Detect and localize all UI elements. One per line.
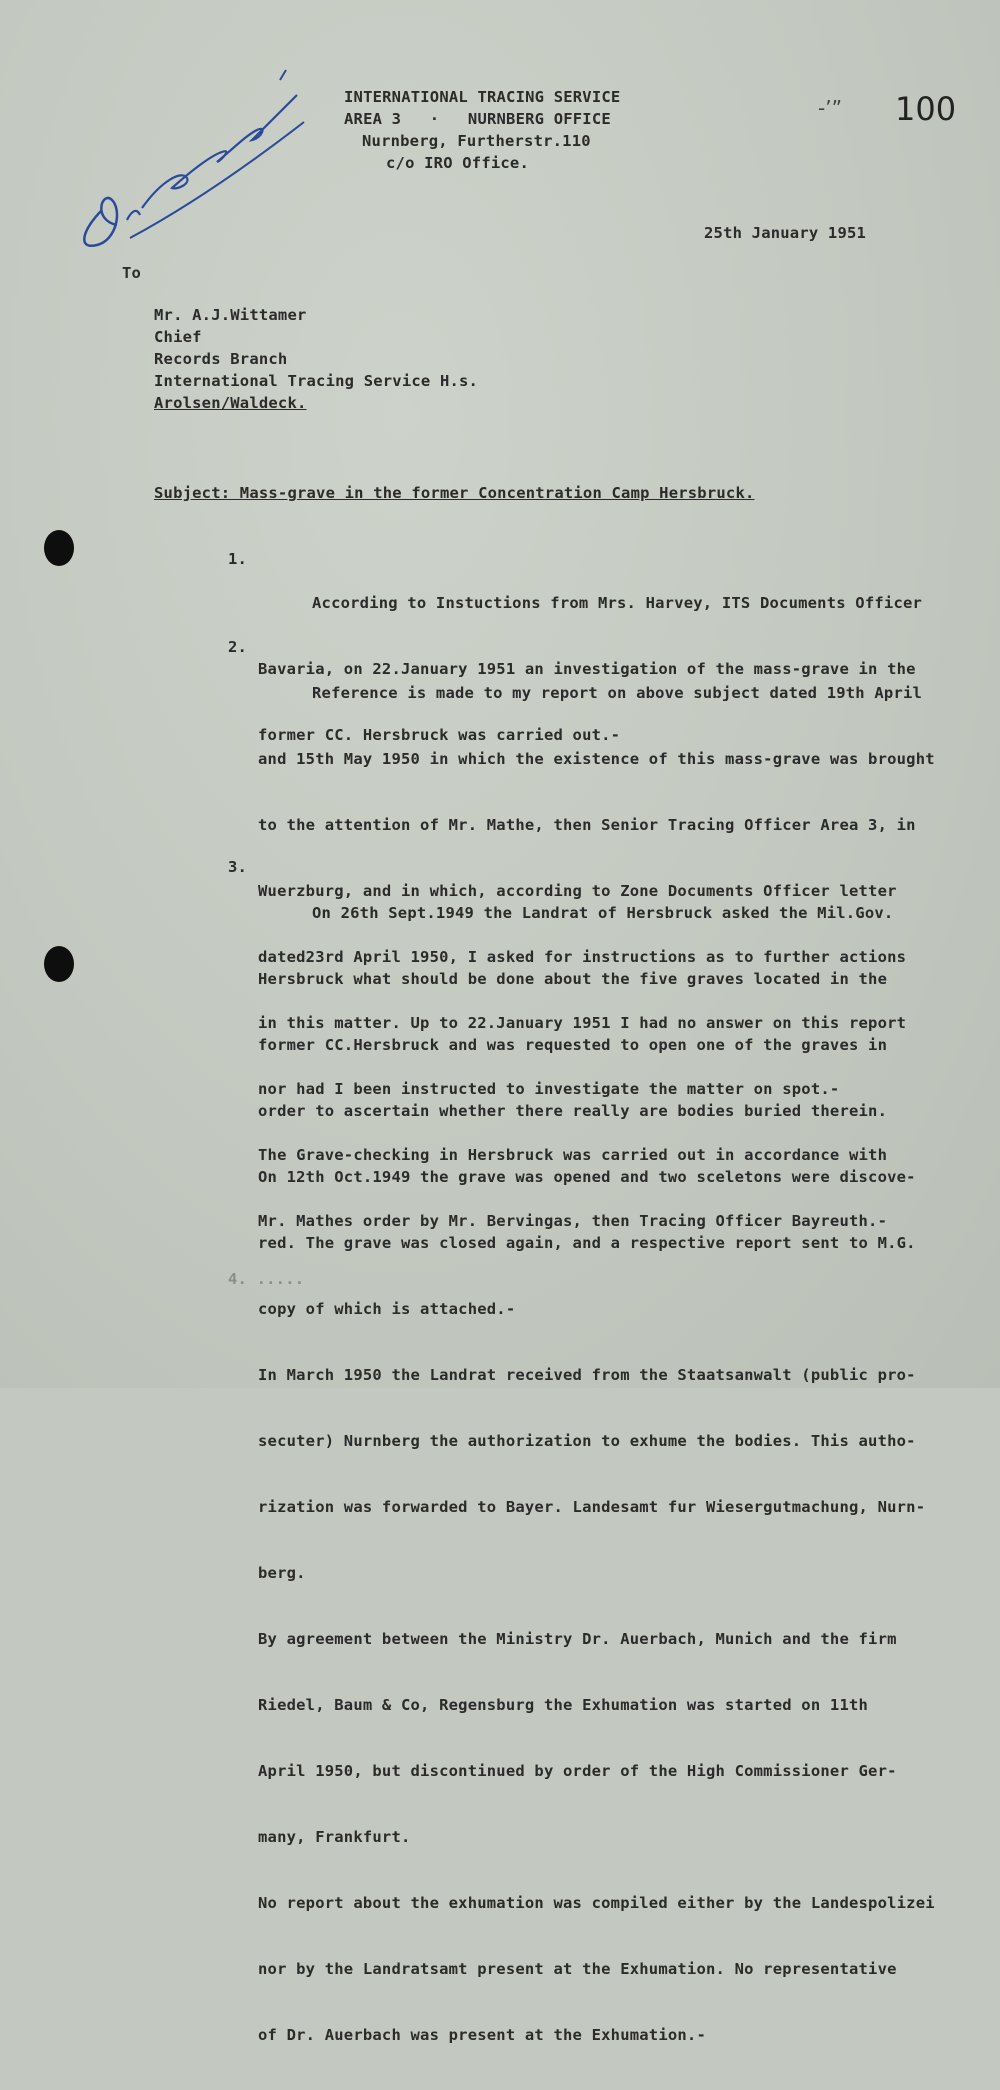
- letter-date: 25th January 1951: [704, 224, 867, 242]
- paragraph-line: of Dr. Auerbach was present at the Exhumation.-: [258, 2026, 706, 2044]
- punch-hole-top: [44, 530, 74, 566]
- recipient-name: Mr. A.J.Wittamer: [154, 306, 307, 324]
- paragraph-number: 1.: [228, 550, 248, 568]
- handwritten-signature: [72, 60, 312, 260]
- page-number: 100: [895, 90, 957, 128]
- header-org: INTERNATIONAL TRACING SERVICE: [344, 88, 621, 106]
- paragraph-line: Wuerzburg, and in which, according to Zone Documents Officer letter: [258, 882, 897, 900]
- paragraph-line: secuter) Nurnberg the authorization to exhume the bodies. This autho-: [258, 1432, 916, 1450]
- paragraph-line: in this matter. Up to 22.January 1951 I had no answer on this report: [258, 1014, 907, 1032]
- recipient-branch: Records Branch: [154, 350, 288, 368]
- paragraph-line: Riedel, Baum & Co, Regensburg the Exhumation was started on 11th: [258, 1696, 869, 1714]
- paragraph-line: nor by the Landratsamt present at the Exhumation. No representative: [258, 1960, 897, 1978]
- paragraph-line: order to ascertain whether there really are bodies buried therein.: [258, 1102, 888, 1120]
- header-address: Nurnberg, Furtherstr.110: [362, 132, 591, 150]
- paragraph-line: many, Frankfurt.: [258, 1828, 411, 1846]
- recipient-title: Chief: [154, 328, 202, 346]
- paragraph-line: rization was forwarded to Bayer. Landesamt fur Wiesergutmachung, Nurn-: [258, 1498, 926, 1516]
- paragraph-line: On 12th Oct.1949 the grave was opened and two sceletons were discove-: [258, 1168, 916, 1186]
- paragraph-line: and 15th May 1950 in which the existence of this mass-grave was brought: [258, 750, 935, 768]
- to-label: To: [122, 264, 142, 282]
- paragraph-line: copy of which is attached.-: [258, 1300, 516, 1318]
- paragraph-line: to the attention of Mr. Mathe, then Senior Tracing Officer Area 3, in: [258, 816, 916, 834]
- paragraph-line: nor had I been instructed to investigate the matter on spot.-: [258, 1080, 840, 1098]
- subject-line: Subject: Mass-grave in the former Concentration Camp Hersbruck.: [154, 484, 755, 502]
- paragraph-line: Reference is made to my report on above subject dated 19th April: [312, 684, 923, 702]
- paragraph-line: By agreement between the Ministry Dr. Auerbach, Munich and the firm: [258, 1630, 897, 1648]
- paragraph-line: former CC.Hersbruck and was requested to open one of the graves in: [258, 1036, 888, 1054]
- header-area: AREA 3 · NURNBERG OFFICE: [344, 110, 611, 128]
- paragraph-line: Bavaria, on 22.January 1951 an investigation of the mass-grave in the: [258, 660, 916, 678]
- paragraph-line: red. The grave was closed again, and a respective report sent to M.G.: [258, 1234, 916, 1252]
- recipient-location: Arolsen/Waldeck.: [154, 394, 307, 412]
- paragraph-line: On 26th Sept.1949 the Landrat of Hersbruck asked the Mil.Gov.: [312, 904, 894, 922]
- continuation-mark: 4. .....: [228, 1270, 305, 1288]
- paragraph-line: In March 1950 the Landrat received from the Staatsanwalt (public pro-: [258, 1366, 916, 1384]
- paragraph-line: The Grave-checking in Hersbruck was carried out in accordance with: [258, 1146, 888, 1164]
- paragraph-number: 3.: [228, 858, 248, 876]
- header-care-of: c/o IRO Office.: [386, 154, 529, 172]
- paragraph-line: Hersbruck what should be done about the five graves located in the: [258, 970, 888, 988]
- paragraph-line: former CC. Hersbruck was carried out.-: [258, 726, 621, 744]
- paragraph-number: 2.: [228, 638, 248, 656]
- paragraph-line: Mr. Mathes order by Mr. Bervingas, then Tracing Officer Bayreuth.-: [258, 1212, 888, 1230]
- paragraph-line: No report about the exhumation was compiled either by the Landespolizei: [258, 1894, 935, 1912]
- recipient-organization: International Tracing Service H.s.: [154, 372, 479, 390]
- paragraph-3: [258, 858, 935, 2090]
- paragraph-line: dated23rd April 1950, I asked for instructions as to further actions: [258, 948, 907, 966]
- page-mark: -’”: [818, 96, 842, 120]
- paragraph-line: According to Instuctions from Mrs. Harvey, ITS Documents Officer: [312, 594, 923, 612]
- paragraph-line: berg.: [258, 1564, 306, 1582]
- punch-hole-bottom: [44, 946, 74, 982]
- paragraph-line: April 1950, but discontinued by order of the High Commissioner Ger-: [258, 1762, 897, 1780]
